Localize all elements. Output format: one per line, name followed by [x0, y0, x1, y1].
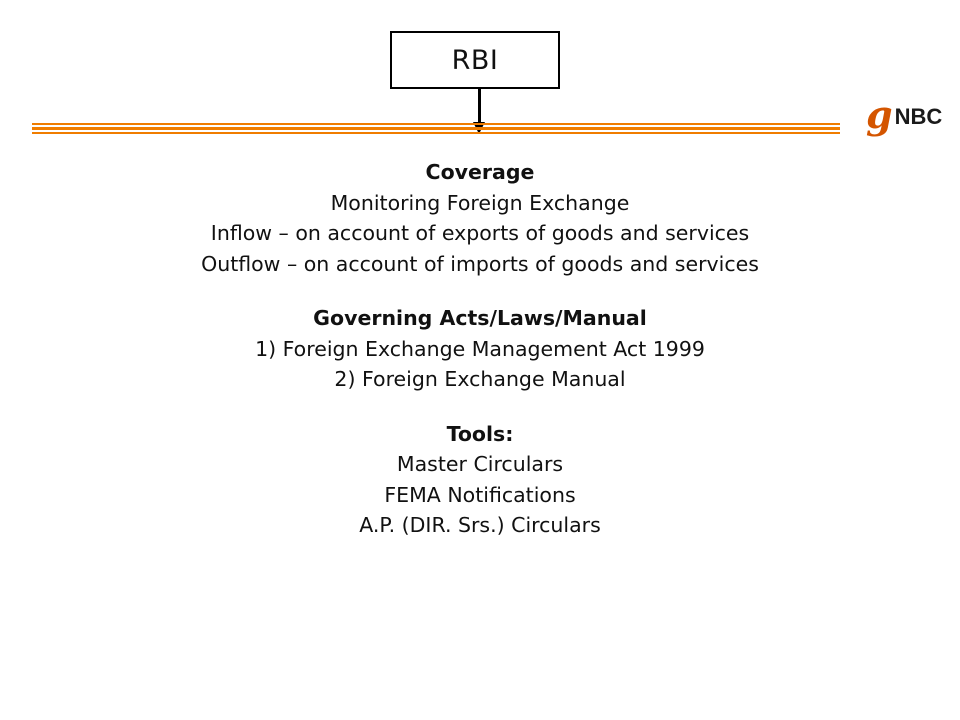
- section-heading: Governing Acts/Laws/Manual: [313, 306, 647, 330]
- orange-rule-line-1: [32, 123, 840, 125]
- section-heading: Tools:: [446, 421, 514, 446]
- rbi-box: [390, 31, 560, 89]
- section-line: A.P. (DIR. Srs.) Circulars: [359, 513, 601, 537]
- section-line: Inflow – on account of exports of goods and services: [210, 221, 750, 245]
- content-area: [0, 157, 960, 541]
- section-line: 2) Foreign Exchange Manual: [334, 367, 626, 391]
- orange-rule-line-3: [32, 132, 840, 134]
- section-line: Monitoring Foreign Exchange: [330, 190, 630, 215]
- governing-acts-section: [0, 303, 960, 395]
- section-line: 1) Foreign Exchange Management Act 1999: [255, 336, 705, 361]
- section-heading: Coverage: [425, 160, 535, 184]
- rbi-label: RBI: [451, 44, 499, 76]
- logo-text: NBC: [894, 104, 943, 129]
- orange-rule-line-2: [32, 127, 840, 130]
- section-line: Master Circulars: [396, 452, 564, 476]
- down-arrow-shaft: [478, 89, 481, 123]
- section-line: FEMA Notifications: [384, 482, 576, 507]
- gnbc-logo: [866, 92, 943, 137]
- tools-section: [0, 419, 960, 541]
- section-line: Outflow – on account of imports of goods and services: [201, 251, 759, 276]
- coverage-section: [0, 157, 960, 279]
- logo-letter: g: [866, 92, 893, 137]
